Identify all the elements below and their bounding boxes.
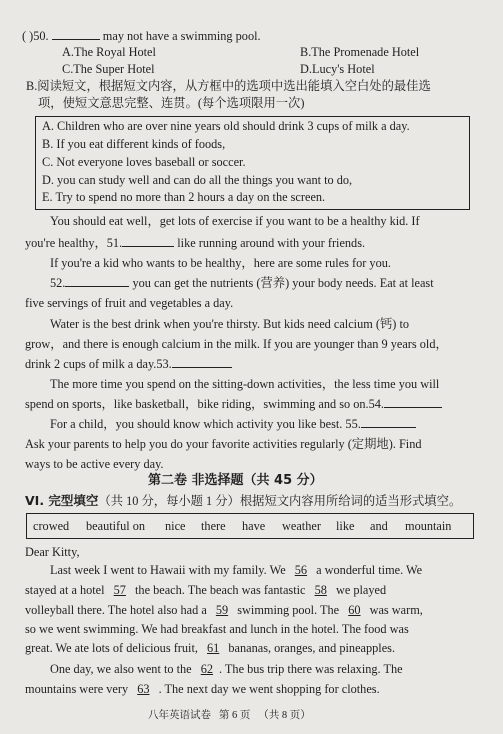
passage-line: ways to be active every day. xyxy=(25,457,164,471)
passage-line: five servings of fruit and vegetables a day. xyxy=(25,296,234,310)
footer-exam-name: 八年英语试卷 xyxy=(148,710,211,721)
part-b-instruction-2: 项，使短文意思完整、连贯。(每个选项限用一次) xyxy=(38,96,305,110)
passage-line: drink 2 cups of milk a day.53. xyxy=(25,357,232,372)
passage-line: For a child，you should know which activity you like best. 55. xyxy=(50,417,416,432)
letter-line: great. We ate lots of delicious fruit, 61 bananas, oranges, and pineapples. xyxy=(25,641,396,655)
blank-57: 57 xyxy=(113,583,126,597)
passage-line: If you're a kid who wants to be healthy，here are some rules for you. xyxy=(50,256,391,270)
blank-59: 59 xyxy=(215,603,229,617)
box-option-a: A. Children who are over nine years old should drink 3 cups of milk a day. xyxy=(42,119,410,133)
part-b-instruction-1: B.阅读短文，根据短文内容，从方框中的选项中选出能填入空白处的最佳选 xyxy=(26,79,431,93)
letter-line: volleyball there. The hotel also had a 59 swimming pool. The 60 was warm, xyxy=(25,603,423,617)
word-mountain: mountain xyxy=(405,519,452,533)
box-option-b: B. If you eat different kinds of foods, xyxy=(42,137,226,151)
letter-line: One day, we also went to the 62 . The bus trip there was relaxing. The xyxy=(50,662,403,676)
passage-line: grow，and there is enough calcium in the milk. If you are younger than 9 years old， xyxy=(25,337,448,351)
blank-53 xyxy=(172,367,232,368)
word-have: have xyxy=(242,519,266,533)
question-50 xyxy=(22,29,261,44)
word-nice: nice xyxy=(165,519,186,533)
option-d: D.Lucy's Hotel xyxy=(300,62,375,76)
blank-63: 63 xyxy=(137,682,150,696)
blank-56: 56 xyxy=(294,563,308,577)
box-option-d: D. you can study well and can do all the things you want to do, xyxy=(42,173,353,187)
blank-52 xyxy=(65,286,129,287)
option-a: A.The Royal Hotel xyxy=(62,45,156,59)
option-c: C.The Super Hotel xyxy=(62,62,155,76)
blank-55 xyxy=(361,427,416,428)
box-option-e: E. Try to spend no more than 2 hours a day on the screen. xyxy=(42,190,326,204)
letter-greeting: Dear Kitty, xyxy=(25,545,80,559)
footer xyxy=(148,708,311,723)
word-like: like xyxy=(336,519,355,533)
footer-page-number: 第 6 页 xyxy=(218,710,251,721)
blank-62: 62 xyxy=(200,662,213,676)
question-50-blank xyxy=(52,39,100,40)
question-50-stem: may not have a swimming pool. xyxy=(99,29,261,43)
passage-line: Water is the best drink when you're thirsty. But kids need calcium (钙) to xyxy=(50,317,410,331)
question-50-number: ( )50. xyxy=(22,29,52,43)
letter-line: mountains were very 63 . The next day we went shopping for clothes. xyxy=(25,682,380,696)
option-b: B.The Promenade Hotel xyxy=(300,45,420,59)
word-beautiful-on: beautiful on xyxy=(86,519,146,533)
blank-61: 61 xyxy=(207,641,220,655)
blank-51 xyxy=(122,246,174,247)
word-crowed: crowed xyxy=(33,519,70,533)
footer-total-pages: （共 8 页） xyxy=(258,710,311,721)
passage-line: 52. you can get the nutrients (营养) your body needs. Eat at least xyxy=(50,276,434,290)
word-there: there xyxy=(201,519,226,533)
letter-line: Last week I went to Hawaii with my family. We 56 a wonderful time. We xyxy=(50,563,423,577)
passage-line: spend on sports，like basketball，bike riding，swimming and so on.54. xyxy=(25,397,442,412)
blank-54 xyxy=(384,407,442,408)
passage-line: The more time you spend on the sitting-down activities，the less time you will xyxy=(50,377,440,391)
options-box xyxy=(35,116,470,210)
passage-line: you're healthy，51. like running around with your friends. xyxy=(25,236,366,250)
part-2-title: 第二卷 非选择题（共 45 分） xyxy=(148,473,323,488)
passage-line: Ask your parents to help you do your favorite activities regularly (定期地). Find xyxy=(25,437,422,451)
section-vi-heading: VI. 完型填空（共 10 分，每小题 1 分）根据短文内容用所给词的适当形式填空。 xyxy=(25,493,462,508)
letter-line: so we went swimming. We had breakfast and lunch in the hotel. The food was xyxy=(25,622,409,636)
blank-60: 60 xyxy=(348,603,361,617)
box-option-c: C. Not everyone loves baseball or soccer. xyxy=(42,155,246,169)
letter-line: stayed at a hotel 57 the beach. The beach was fantastic 58 we played xyxy=(25,583,387,597)
word-and: and xyxy=(370,519,388,533)
word-weather: weather xyxy=(282,519,321,533)
word-bank xyxy=(26,513,474,539)
passage-line: You should eat well，get lots of exercise if you want to be a healthy kid. If xyxy=(50,214,420,228)
blank-58: 58 xyxy=(314,583,327,597)
